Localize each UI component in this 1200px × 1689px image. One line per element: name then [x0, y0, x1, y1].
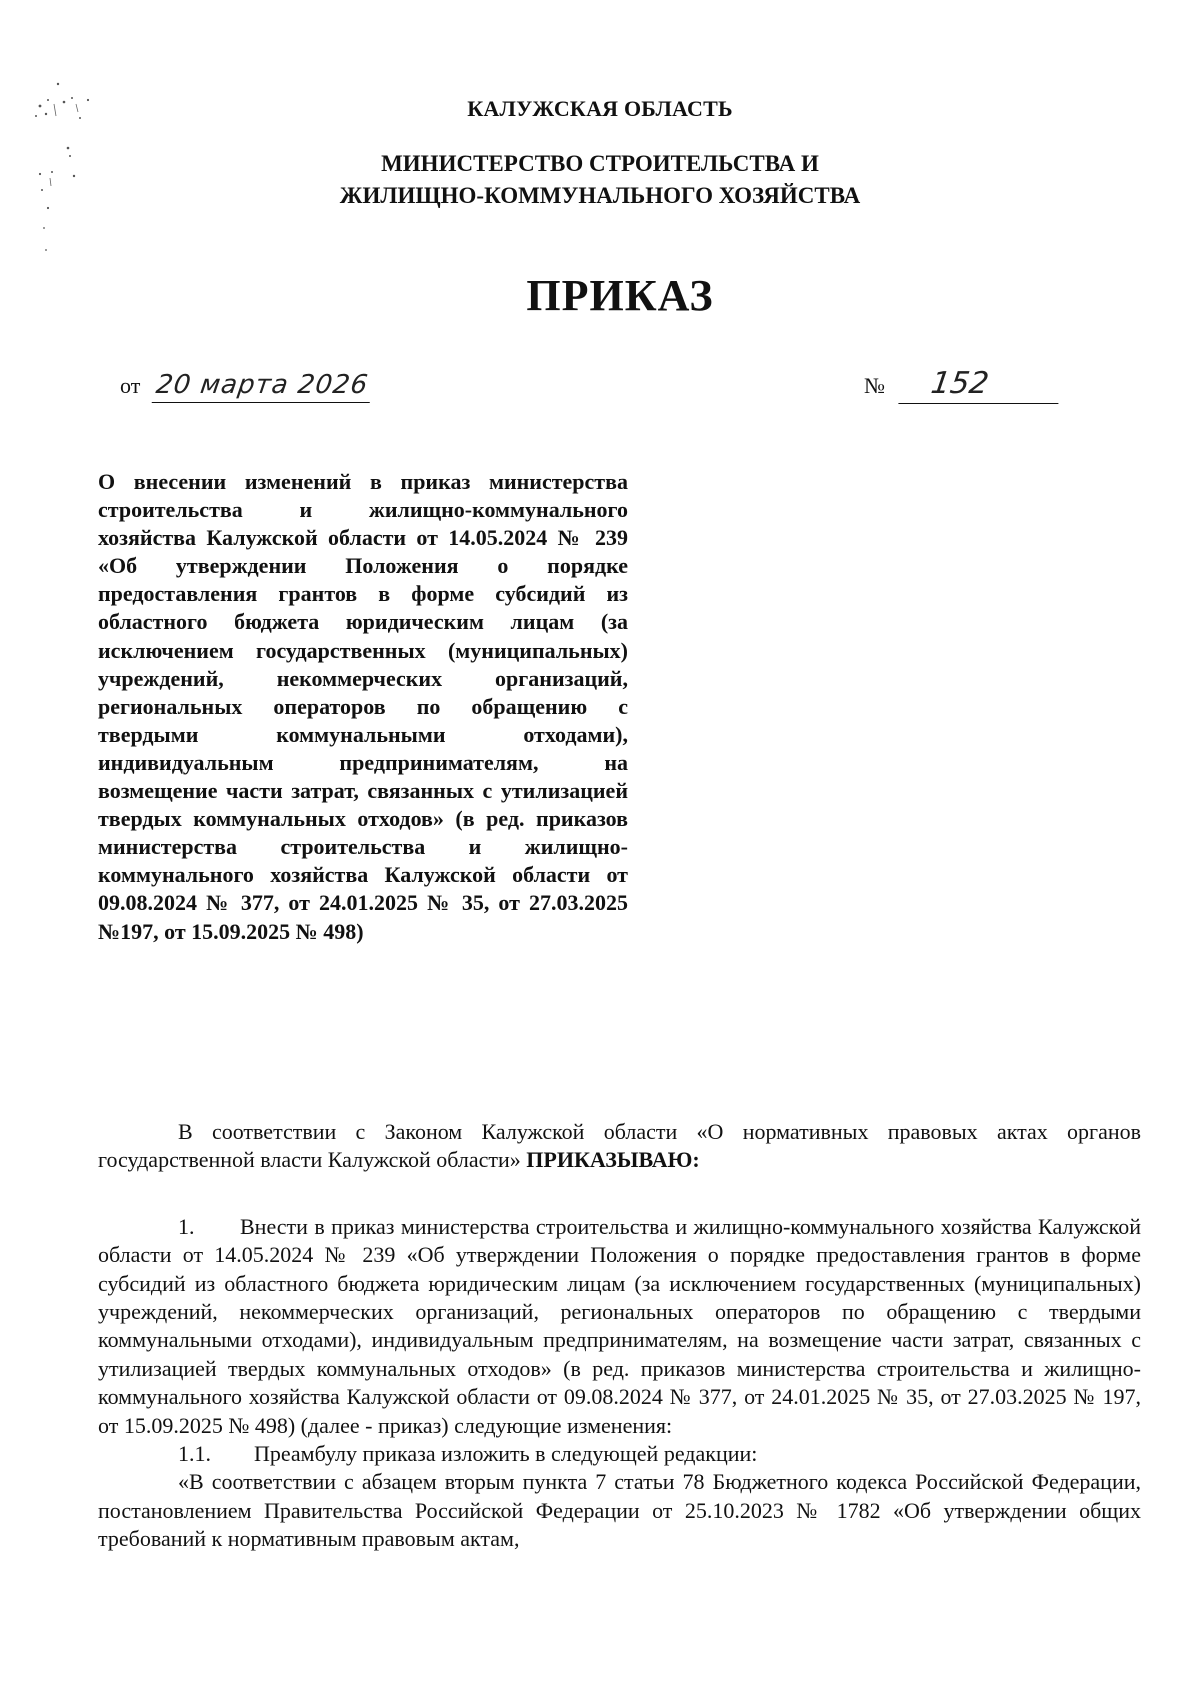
- handwritten-number: 152: [898, 366, 1063, 404]
- order-body: [98, 1118, 1141, 1554]
- number-label: №: [864, 373, 885, 398]
- date-label: от: [120, 373, 141, 398]
- handwritten-date: 20 марта 2026: [152, 370, 375, 403]
- item-1-number: 1.: [178, 1213, 195, 1239]
- item-1-paragraph: [98, 1213, 1141, 1440]
- ministry-heading-line-1: МИНИСТЕРСТВО СТРОИТЕЛЬСТВА И: [381, 151, 819, 176]
- item-1-1-number: 1.1.: [178, 1441, 211, 1467]
- item-1-1-paragraph: [98, 1440, 1141, 1468]
- ministry-heading: [0, 148, 1200, 212]
- order-subject: О внесении изменений в приказ министерства строительства и жилищно-коммунального хозяйства Калужской области от 14.05.2024 № 239 «Об утверждении Положения о порядке предоставления грантов в форме субсидий из областного бюджета юридическим лицам (за исключением государственных (муниципальных) учреждений, некоммерческих организаций, региональных операторов по обращению с твердыми коммунальными отходами), индивидуальным предпринимателям, на возмещение части затрат, связанных с утилизацией твердых коммунальных отходов» (в ред. приказов министерства строительства и жилищно-коммунального хозяйства Калужской области от 09.08.2024 № 377, от 24.01.2025 № 35, от 27.03.2025 №197, от 15.09.2025 № 498): [98, 469, 628, 944]
- order-word: ПРИКАЗЫВАЮ:: [526, 1147, 700, 1173]
- preamble-text: В соответствии с Законом Калужской области «О нормативных правовых актах органов государственной власти Калужской области»: [98, 1119, 1141, 1173]
- item-1-text: Внести в приказ министерства строительства и жилищно-коммунального хозяйства Калужской области от 14.05.2024 № 239 «Об утверждении Положения о порядке предоставления грантов в форме субсидий из областного бюджета юридическим лицам (за исключением государственных (муниципальных) учреждений, некоммерческих организаций, региональных операторов по обращению с твердыми коммунальными отходами), индивидуальным предпринимателям, на возмещение части затрат, связанных с утилизацией твердых коммунальных отходов» (в ред. приказов министерства строительства и жилищно-коммунального хозяйства Калужской области от 09.08.2024 № 377, от 24.01.2025 № 35, от 27.03.2025 № 197, от 15.09.2025 № 498) (далее - приказ) следующие изменения:: [98, 1213, 1141, 1438]
- quote-paragraph: «В соответствии с абзацем вторым пункта 7 статьи 78 Бюджетного кодекса Российской Федерации, постановлением Правительства Российской Федерации от 25.10.2023 № 1782 «Об утверждении общих требований к нормативным правовым актам,: [98, 1469, 1141, 1552]
- date-field: [120, 370, 372, 403]
- ministry-heading-line-2: ЖИЛИЩНО-КОММУНАЛЬНОГО ХОЗЯЙСТВА: [339, 183, 861, 208]
- item-1-1-text: Преамбулу приказа изложить в следующей редакции:: [254, 1441, 758, 1467]
- preamble-paragraph: [98, 1118, 1141, 1175]
- document-title: ПРИКАЗ: [526, 271, 714, 320]
- region-heading: КАЛУЖСКАЯ ОБЛАСТЬ: [467, 96, 733, 121]
- number-field: [864, 366, 1061, 404]
